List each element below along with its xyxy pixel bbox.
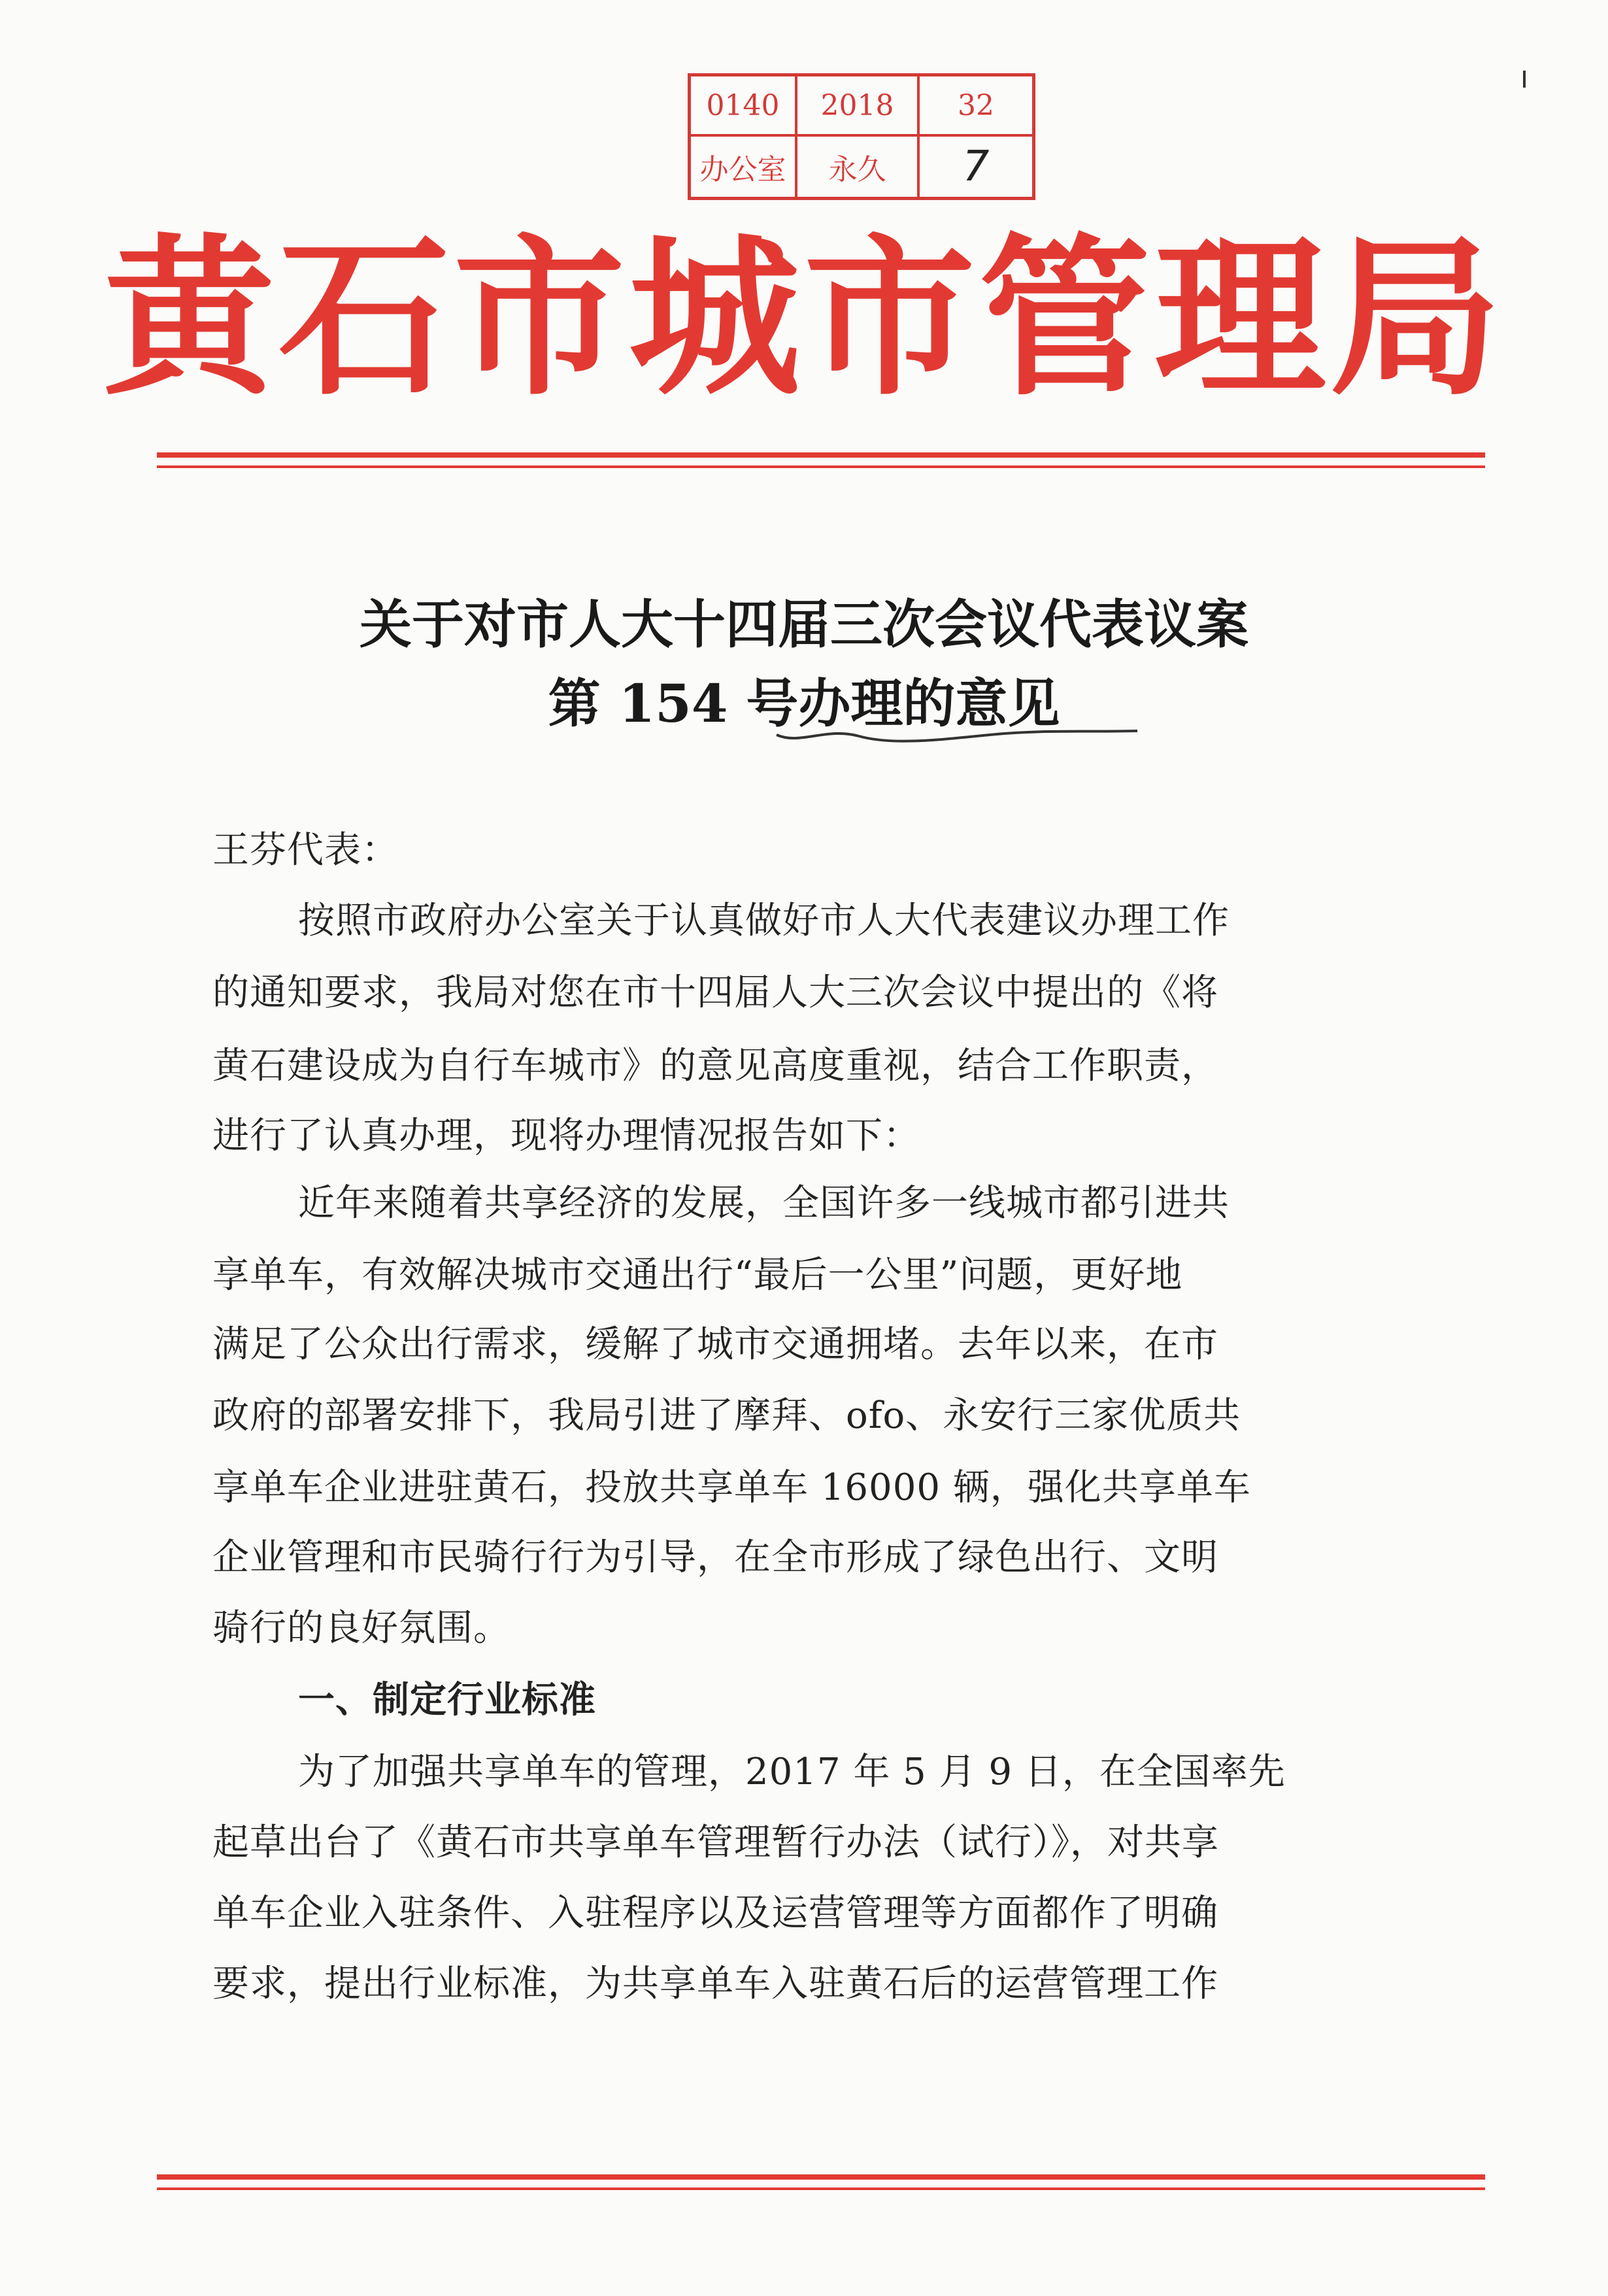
letterhead-rule-thin bbox=[157, 465, 1485, 468]
stamp-year: 2018 bbox=[797, 76, 920, 137]
section-heading: 一、制定行业标准 bbox=[298, 1679, 596, 1721]
paragraph-line: 进行了认真办理，现将办理情况报告如下： bbox=[212, 1115, 920, 1157]
paragraph-line: 骑行的良好氛围。 bbox=[212, 1607, 511, 1649]
footer-rule-thick bbox=[157, 2174, 1485, 2180]
document-title-line-2: 第 154 号办理的意见 bbox=[548, 673, 1060, 734]
footer-rule-thin bbox=[157, 2187, 1485, 2190]
archive-stamp bbox=[688, 73, 1035, 200]
letterhead-rule-thick bbox=[157, 452, 1485, 458]
paragraph-line: 起草出台了《黄石市共享单车管理暂行办法（试行）》，对共享 bbox=[212, 1821, 1219, 1864]
paragraph-line: 按照市政府办公室关于认真做好市人大代表建议办理工作 bbox=[298, 900, 1230, 942]
stamp-department: 办公室 bbox=[691, 137, 797, 197]
paragraph-line: 企业管理和市民骑行行为引导，在全市形成了绿色出行、文明 bbox=[212, 1536, 1218, 1579]
document-title-line-1: 关于对市人大十四届三次会议代表议案 bbox=[360, 594, 1248, 655]
letterhead-org-name: 黄石市城市管理局 bbox=[103, 217, 1505, 418]
stamp-retention-period: 永久 bbox=[797, 137, 920, 197]
paragraph-line: 近年来随着共享经济的发展，全国许多一线城市都引进共 bbox=[298, 1182, 1230, 1224]
paragraph-line: 黄石建设成为自行车城市》的意见高度重视，结合工作职责， bbox=[212, 1045, 1218, 1087]
paragraph-line: 享单车，有效解决城市交通出行“最后一公里”问题，更好地 bbox=[212, 1254, 1183, 1296]
paragraph-line: 的通知要求，我局对您在市十四届人大三次会议中提出的《将 bbox=[212, 971, 1218, 1014]
margin-mark bbox=[1523, 71, 1526, 88]
stamp-item-number: 7 bbox=[962, 143, 990, 191]
stamp-fonds-number: 0140 bbox=[691, 76, 797, 137]
paragraph-line: 政府的部署安排下，我局引进了摩拜、ofo、永安行三家优质共 bbox=[212, 1394, 1241, 1437]
paragraph-line: 为了加强共享单车的管理，2017 年 5 月 9 日，在全国率先 bbox=[298, 1751, 1286, 1793]
paragraph-line: 满足了公众出行需求，缓解了城市交通拥堵。去年以来，在市 bbox=[212, 1323, 1218, 1366]
paragraph-line: 要求，提出行业标准，为共享单车入驻黄石后的运营管理工作 bbox=[212, 1963, 1218, 2005]
salutation: 王芬代表： bbox=[212, 829, 399, 871]
stamp-volume-number: 32 bbox=[920, 76, 1032, 137]
paragraph-line: 单车企业入驻条件、入驻程序以及运营管理等方面都作了明确 bbox=[212, 1892, 1218, 1934]
pen-underline-mark bbox=[774, 726, 1140, 752]
paragraph-line: 享单车企业进驻黄石，投放共享单车 16000 辆，强化共享单车 bbox=[212, 1466, 1251, 1509]
